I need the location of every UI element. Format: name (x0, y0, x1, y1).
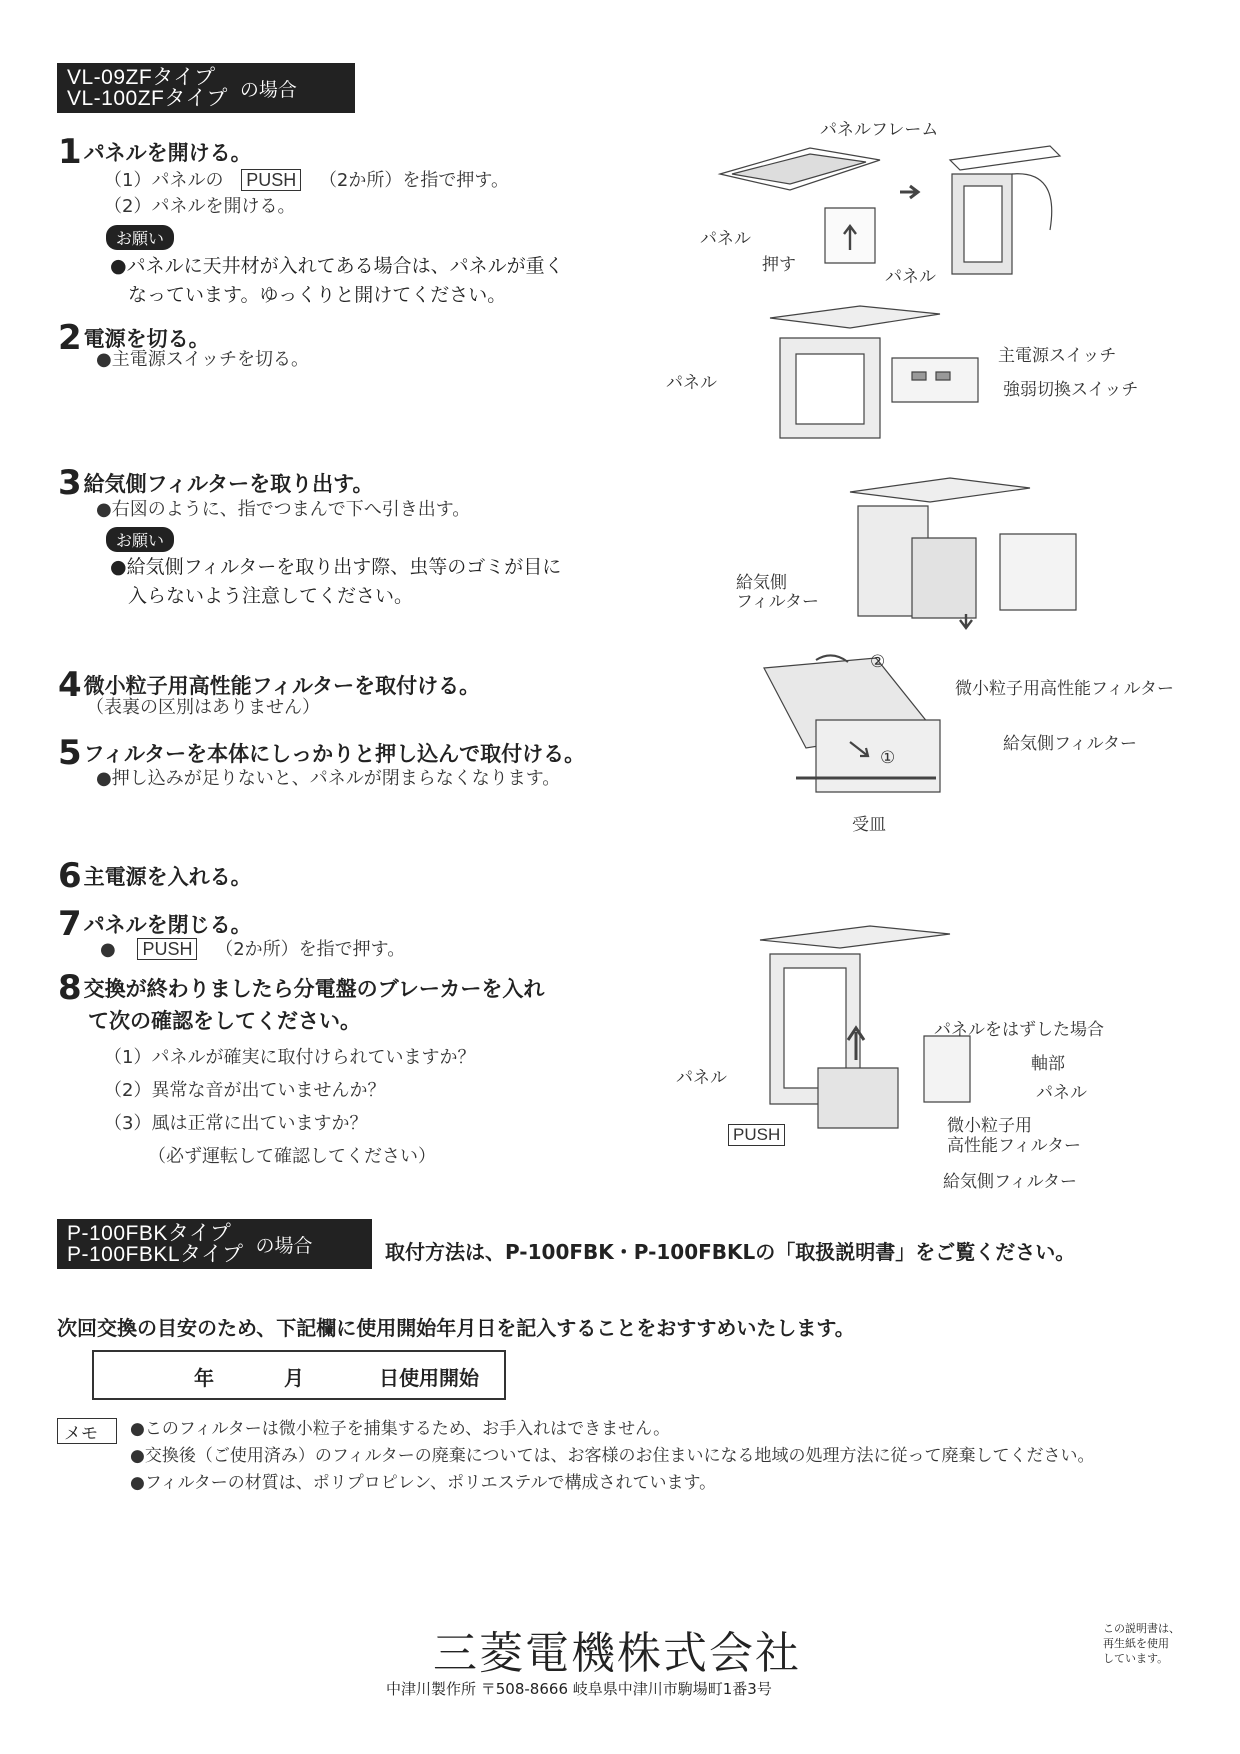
step-8-check-3: （3）風は正常に出ていますか？ (104, 1113, 368, 1134)
note-line: なっています。ゆっくりと開けてください。 (128, 284, 507, 306)
memo-line: ●このフィルターは微小粒子を捕集するため、お手入れはできません。 (130, 1419, 671, 1439)
label-push: 押す (762, 255, 796, 275)
step-1-note (110, 252, 564, 310)
label-panel-frame: パネルフレーム (820, 120, 939, 140)
figure-remove-filter (800, 462, 1100, 632)
model-list (67, 1223, 244, 1265)
unit-top (850, 478, 1030, 502)
step-title-text: フィルターを本体にしっかりと押し込んで取付ける。 (83, 742, 586, 766)
hinge-curve (1012, 174, 1052, 230)
label-panel: パネル (676, 1068, 727, 1088)
record-intro: 次回交換の目安のため、下記欄に使用開始年月日を記入することをおすすめいたします。 (57, 1316, 855, 1340)
label-line: 微小粒子用 (947, 1116, 1032, 1136)
figure-main-switch (680, 298, 1010, 448)
model-name: VL-09ZFタイプ (67, 66, 216, 89)
label-line: フィルター (736, 592, 819, 612)
step-title-text: 電源を切る。 (83, 327, 210, 351)
step-number: 3 (58, 463, 82, 503)
filter-shape (912, 538, 976, 618)
step-5-line-1: ●押し込みが足りないと、パネルが閉まらなくなります。 (96, 768, 561, 789)
recycle-line: この説明書は、 (1103, 1622, 1180, 1635)
step-number: 2 (58, 318, 82, 358)
switch-inset (892, 358, 978, 402)
step-8-check-2: （2）異常な音が出ていませんか？ (104, 1080, 386, 1101)
month-label: 月 (284, 1366, 304, 1390)
label-supply-filter: 給気側フィルター (1003, 734, 1137, 754)
step-8-check-4: （必ず運転して確認してください） (148, 1146, 436, 1167)
step-number: 5 (58, 733, 82, 773)
label-panel: パネル (666, 373, 717, 393)
note-badge: お願い (106, 225, 174, 250)
label-detached: パネルをはずした場合 (934, 1020, 1104, 1040)
step-title-text: 交換が終わりましたら分電盤のブレーカーを入れ (83, 977, 545, 1001)
section-header-vl (57, 63, 355, 113)
step-8-title (58, 968, 544, 1008)
model-name: VL-100ZFタイプ (67, 87, 228, 110)
bullet: ● (100, 939, 116, 960)
unit-top (760, 926, 950, 948)
memo-line: ●フィルターの材質は、ポリプロピレン、ポリエステルで構成されています。 (130, 1473, 717, 1493)
unit-opening (796, 354, 864, 424)
step-2-line-1: ●主電源スイッチを切る。 (96, 349, 309, 370)
step-number: 6 (58, 856, 82, 896)
step-title-text: 主電源を入れる。 (83, 865, 252, 889)
memo-line: ●交換後（ご使用済み）のフィルターの廃棄については、お客様のお住まいになる地域の処理方法に従って廃棄してください。 (130, 1446, 1095, 1466)
panel-inner (732, 154, 866, 184)
company-logo: 三菱電機株式会社 (433, 1628, 801, 1679)
label-supply-filter: 給気側フィルター (943, 1172, 1077, 1192)
circle-1: ① (880, 748, 896, 768)
step-3-line-1: ●右図のように、指でつまんで下へ引き出す。 (96, 499, 471, 520)
recycle-line: 再生紙を使用 (1103, 1637, 1169, 1650)
year-label: 年 (194, 1366, 214, 1390)
step-number: 1 (58, 132, 82, 172)
line-text: （1）パネルの (104, 170, 224, 191)
unit-top (770, 306, 940, 328)
step-8-check-1: （1）パネルが確実に取付けられていますか？ (104, 1047, 476, 1068)
detached-panel-inset (924, 1036, 970, 1102)
open-panel-inner (964, 186, 1002, 262)
hepa-filter-shape (818, 1068, 898, 1128)
memo-tag (57, 1418, 117, 1444)
note-line: ●給気側フィルターを取り出す際、虫等のゴミが目に (110, 556, 562, 578)
label-tray: 受皿 (852, 815, 886, 835)
circle-2: ② (870, 652, 886, 672)
label-panel: パネル (700, 229, 751, 249)
step-title-text: パネルを開ける。 (83, 141, 252, 165)
memo-label: メモ (64, 1423, 98, 1444)
model-name: P-100FBKタイプ (67, 1222, 232, 1245)
right-arrow-icon (900, 186, 918, 198)
supply-filter-shape (816, 720, 940, 792)
strength-switch-icon (936, 372, 950, 380)
label-shaft: 軸部 (1031, 1054, 1065, 1074)
header-suffix: の場合 (239, 78, 297, 101)
filter-detail-inset (1000, 534, 1076, 610)
step-title-text: パネルを閉じる。 (83, 913, 252, 937)
label-main-switch: 主電源スイッチ (998, 346, 1117, 366)
section2-text: 取付方法は、P-100FBK・P-100FBKLの「取扱説明書」をご覧ください。 (385, 1240, 1076, 1264)
ceiling-frame (950, 146, 1060, 170)
label-line: 高性能フィルター (947, 1136, 1081, 1156)
label-strength-switch: 強弱切換スイッチ (1003, 380, 1139, 400)
label-line: 給気側 (736, 573, 787, 593)
note-line: ●パネルに天井材が入れてある場合は、パネルが重く (110, 255, 564, 277)
push-mark: PUSH (728, 1124, 785, 1146)
memo-lines (130, 1416, 1094, 1497)
step-title-text: 微小粒子用高性能フィルターを取付ける。 (83, 674, 481, 698)
step-number: 4 (58, 665, 82, 705)
step-number: 7 (58, 904, 82, 944)
label-hepa-filter: 微小粒子用高性能フィルター (955, 679, 1174, 699)
label-supply-filter (736, 574, 819, 612)
company-address: 中津川製作所 〒508-8666 岐阜県中津川市駒場町1番3号 (386, 1680, 772, 1698)
note-badge: お願い (106, 527, 174, 552)
label-panel: パネル (885, 267, 936, 287)
step-6-title (58, 856, 252, 896)
note-line: 入らないよう注意してください。 (128, 585, 414, 607)
step-1-line-2: （2）パネルを開ける。 (104, 196, 296, 217)
step-title-text: 給気側フィルターを取り出す。 (83, 472, 374, 496)
model-list (67, 67, 228, 109)
day-label: 日使用開始 (379, 1366, 479, 1390)
line-text: （2か所）を指で押す。 (215, 939, 406, 960)
line-text: （2か所）を指で押す。 (318, 170, 509, 191)
step-4-line-1: （表裏の区別はありません） (86, 697, 320, 718)
recycle-note (1103, 1621, 1180, 1666)
step-number: 8 (58, 968, 82, 1008)
step-7-line-1 (100, 935, 405, 961)
main-switch-icon (912, 372, 926, 380)
header-suffix: の場合 (255, 1234, 313, 1257)
label-hepa-filter (947, 1116, 1081, 1156)
push-mark: PUSH (241, 169, 301, 191)
figure-install-filter (756, 648, 956, 798)
record-box (92, 1350, 506, 1400)
step-1-line-1 (104, 166, 509, 192)
step-3-note (110, 553, 561, 611)
model-name: P-100FBKLタイプ (67, 1243, 244, 1266)
section-header-p100 (57, 1219, 372, 1269)
label-panel: パネル (1036, 1083, 1087, 1103)
step-8-title-cont: て次の確認をしてください。 (88, 1009, 361, 1033)
push-mark: PUSH (137, 938, 197, 960)
recycle-line: しています。 (1103, 1652, 1169, 1665)
